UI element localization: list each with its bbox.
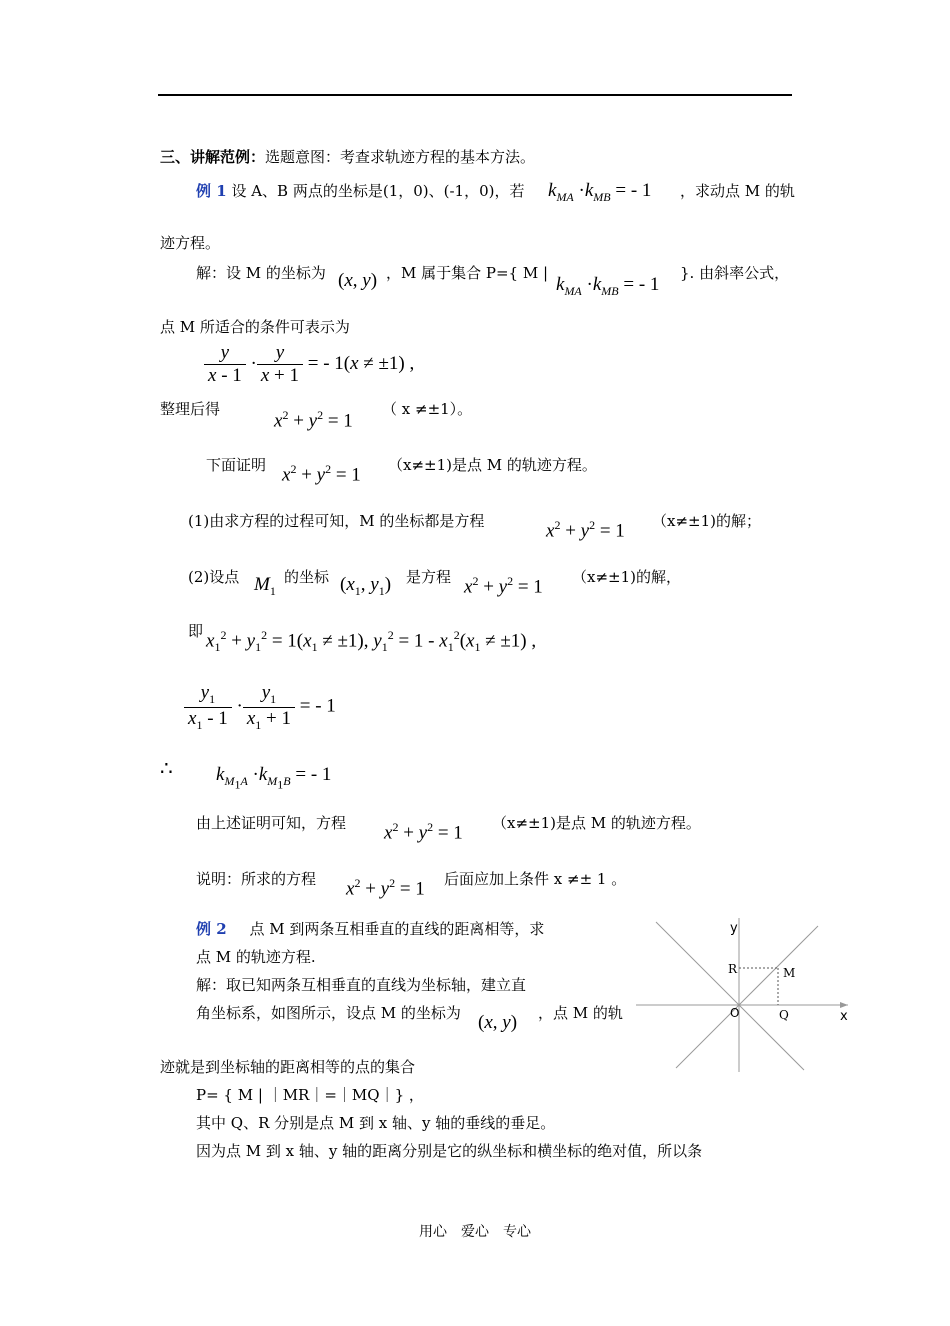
coordinate-diagram	[636, 914, 856, 1074]
formula-circle-4: $x^2 + y^2 = 1$	[464, 574, 543, 598]
formula-point-on-circle: $x_1^2 + y_1^2 = 1(x_1 \ne \pm 1)$, $y_1^2 = 1 - x_1^2(x_1 \ne \pm 1)$ ,	[206, 628, 537, 655]
section-label: 三、讲解范例：	[160, 148, 266, 166]
example2-line1: 例 2 点 M 到两条互相垂直的直线的距离相等，求	[196, 920, 545, 938]
label-m: M	[783, 966, 796, 980]
formula-circle-6: $x^2 + y^2 = 1$	[346, 876, 425, 900]
formula-slope-product: $\frac{y}{x - 1}$ · $\frac{y}{x + 1}$ = - 1(x ≠ ±1) ,	[204, 342, 414, 387]
section-heading	[160, 146, 535, 167]
section-intent: 选题意图：考查求轨迹方程的基本方法。	[265, 148, 536, 166]
x-axis-arrow	[840, 1002, 848, 1008]
formula-km1a-km1b: $k_{M_1A} \cdot k_{M_1B}$ = - 1	[216, 764, 332, 792]
label-y: y	[730, 921, 738, 936]
formula-m1: $M_1$	[254, 574, 276, 598]
line-y-eq-x	[676, 926, 818, 1068]
formula-circle-5: $x^2 + y^2 = 1$	[384, 820, 463, 844]
label-o: O	[730, 1006, 740, 1020]
formula-kma-kmb-2: $k_{MA} \cdot k_{MB}$ = - 1	[556, 274, 660, 298]
formula-slope-product-m1: $\frac{y_1}{x_1 - 1}$ · $\frac{y_1}{x_1 + 1}$ = - 1	[184, 682, 336, 733]
line-y-eq-neg-x	[656, 922, 804, 1070]
formula-kma-kmb: $k_{MA} \cdot k_{MB}$ = - 1	[548, 180, 652, 204]
formula-x1y1: ($x_1$, $y_1$)	[340, 574, 392, 598]
example1-title: 例 1	[196, 182, 227, 200]
label-x: x	[840, 1009, 848, 1024]
label-r: R	[728, 962, 738, 976]
header-rule	[158, 94, 792, 96]
formula-xy: (x, y)	[338, 270, 378, 291]
formula-circle-3: $x^2 + y^2 = 1$	[546, 518, 625, 542]
label-q: Q	[779, 1008, 789, 1022]
formula-circle-2: $x^2 + y^2 = 1$	[282, 462, 361, 486]
example2-title: 例 2	[196, 920, 227, 938]
formula-xy-2: (x, y)	[478, 1012, 518, 1033]
page-footer: 用心 爱心 专心	[419, 1224, 531, 1240]
formula-circle-1: $x^2 + y^2 = 1$	[274, 408, 353, 432]
example1-line1: 例 1 设 A、B 两点的坐标是(1，0)、(-1，0)，若	[196, 182, 525, 200]
